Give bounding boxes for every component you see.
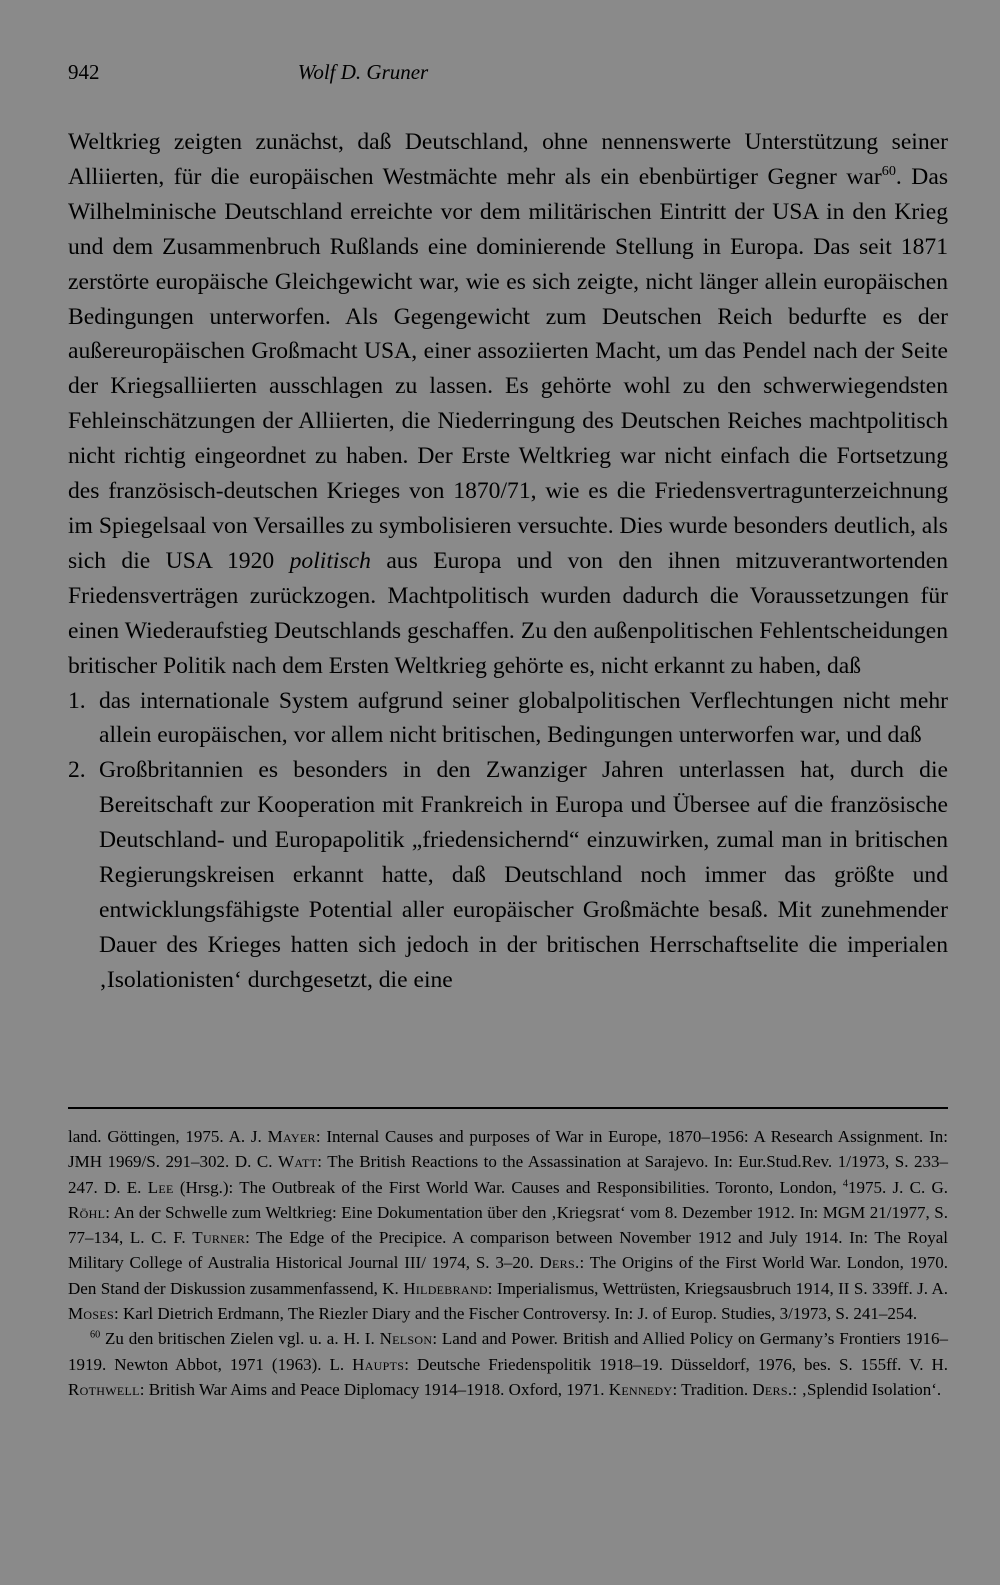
footnote-text: : ‚Splendid Isolation‘. <box>792 1379 942 1399</box>
author-name: Ders. <box>752 1379 793 1399</box>
list-marker: 1. <box>68 687 86 714</box>
footnote-text: : Imperialismus, Wettrüsten, Kriegsausbruch 1914, II S. 339ff. J. A. <box>487 1278 948 1298</box>
footnote-text: (Hrsg.): The Outbreak of the First World War. Causes and Responsibilities. Toronto, London, <box>173 1177 843 1197</box>
footnote-text: : An der Schwelle zum Weltkrieg: Eine Dokumentation über den ‚Kriegsrat‘ vom 8. Dezember 1912. In: MGM 21/1977, S. 77–134, L. C. F. <box>68 1202 948 1248</box>
footnotes <box>68 1124 948 1402</box>
footnote-text: : The Edge of the Precipice. A comparison between November 1912 and July 1914. In: The Royal Military College of Australia Historical Journal III/ 1974, S. 3–20. <box>68 1228 948 1273</box>
list-item <box>68 684 948 754</box>
page-number: 942 <box>68 60 100 84</box>
author-name: Nelson <box>379 1329 433 1349</box>
main-text <box>68 125 948 998</box>
footnote-text: : Internal Causes and purposes of War in Europe, 1870–1956: A Research Assignment. In: JMH 1969/S. 291–302. D. C. <box>68 1127 948 1172</box>
edition-superscript: 4 <box>842 1177 849 1189</box>
footnote-text: : British War Aims and Peace Diplomacy 1914–1918. Oxford, 1971. <box>139 1379 609 1399</box>
footnote-text: : Deutsche Friedenspolitik 1918–19. Düsseldorf, 1976, bes. S. 155ff. V. H. <box>404 1354 949 1374</box>
author-name: Turner <box>192 1228 246 1248</box>
author-name: Haupts <box>352 1354 405 1374</box>
author-name: Rothwell <box>68 1379 140 1399</box>
emphasis: politisch <box>289 547 371 574</box>
author-name: Kennedy <box>608 1379 673 1399</box>
footnote-60 <box>68 1326 948 1402</box>
page-header <box>68 60 948 96</box>
footnote-text: : Karl Dietrich Erdmann, The Riezler Diary and the Fischer Controversy. In: J. of Europ. Studies, 3/1973, S. 241–254. <box>113 1304 918 1324</box>
author-name: Hildebrand <box>403 1278 488 1298</box>
running-head: Wolf D. Gruner <box>297 60 429 84</box>
footnote-text: : The Origins of the First World War. London, 1970. Den Stand der Diskussion zusammenfassend, K. <box>68 1253 948 1298</box>
footnote-text: : Tradition. <box>672 1379 753 1399</box>
list-item-text: Großbritannien es besonders in den Zwanziger Jahren unterlassen hat, durch die Bereitschaft zur Kooperation mit Frankreich in Europa und Übersee auf die französische Deutschland- und Europapolitik „friedensichernd“ einzuwirken, zumal man in britischen Regierungskreisen erkannt hatte, daß Deutschland noch immer das größte und entwicklungsfähigste Potential aller europäischer Großmächte besaß. Mit zunehmender Dauer des Krieges hatten sich jedoch in der britischen Herrschaftselite die imperialen ‚Isolationisten‘ durchgesetzt, die eine <box>99 757 948 993</box>
footnote-text: Zu den britischen Zielen vgl. u. a. H. I. <box>100 1329 380 1349</box>
footnote-text: : Land and Power. British and Allied Policy on Germany’s Frontiers 1916–1919. Newton Abbot, 1971 (1963). L. <box>68 1329 948 1374</box>
footnote-reference[interactable]: 60 <box>881 163 896 180</box>
author-name: Moses <box>68 1304 114 1324</box>
author-name: Watt <box>278 1152 318 1172</box>
author-name: Ders. <box>539 1253 580 1273</box>
footnote-text: : The British Reactions to the Assassination at Sarajevo. In: Eur.Stud.Rev. 1/1973, S. 233–247. D. E. <box>68 1152 948 1197</box>
footnote-continuation <box>68 1124 948 1326</box>
footnote-marker: 60 <box>90 1329 101 1341</box>
footnote-separator <box>68 1107 948 1109</box>
list-marker: 2. <box>68 757 86 784</box>
author-name: Mayer <box>267 1127 316 1146</box>
author-name: Lee <box>147 1177 174 1197</box>
body-paragraph: Weltkrieg zeigten zunächst, daß Deutschland, ohne nennenswerte Unterstützung seiner Alliierten, für die europäischen Westmächte mehr als ein ebenbürtiger Gegner war$^{60}$. Das Wilhelminische Deutschland erreichte vor dem militärischen Eintritt der USA in den Krieg und dem Zusammenbruch Rußlands eine dominierende Stellung in Europa. Das seit 1871 zerstörte europäische Gleichgewicht war, wie es sich zeigte, nicht länger allein europäischen Bedingungen unterworfen. Als Gegengewicht zum Deutschen Reich bedurfte es der außereuropäischen Großmacht USA, einer assoziierten Macht, um das Pendel nach der Seite der Kriegsalliierten ausschlagen zu lassen. Es gehörte wohl zu den schwerwiegendsten Fehleinschätzungen der Alliierten, die Niederringung des Deutschen Reiches machtpolitisch nicht richtig eingeordnet zu haben. Der Erste Weltkrieg war nicht einfach die Fortsetzung des französisch-deutschen Krieges von 1870/71, wie es die Friedensvertragunterzeichnung im Spiegelsaal von Versailles zu symbolisieren versuchte. Dies wurde besonders deutlich, als sich die USA 1920 politisch aus Europa und von den ihnen mitzuverantwortenden Friedensverträgen zurückzogen. Machtpolitisch wurden dadurch die Voraussetzungen für einen Wiederaufstieg Deutschlands geschaffen. Zu den außenpolitischen Fehlentscheidungen britischer Politik nach dem Ersten Weltkrieg gehörte es, nicht erkannt zu haben, daß <box>68 129 948 679</box>
footnote-text: 1975. J. C. G. <box>848 1177 949 1197</box>
footnote-text: land. Göttingen, 1975. A. J. <box>68 1127 268 1146</box>
list-item <box>68 753 948 997</box>
numbered-list <box>68 684 948 998</box>
list-item-text: das internationale System aufgrund seiner globalpolitischen Verflechtungen nicht mehr allein europäischen, vor allem nicht britischen, Bedingungen unterworfen war, und daß <box>99 687 948 749</box>
author-name: Röhl <box>68 1202 106 1222</box>
